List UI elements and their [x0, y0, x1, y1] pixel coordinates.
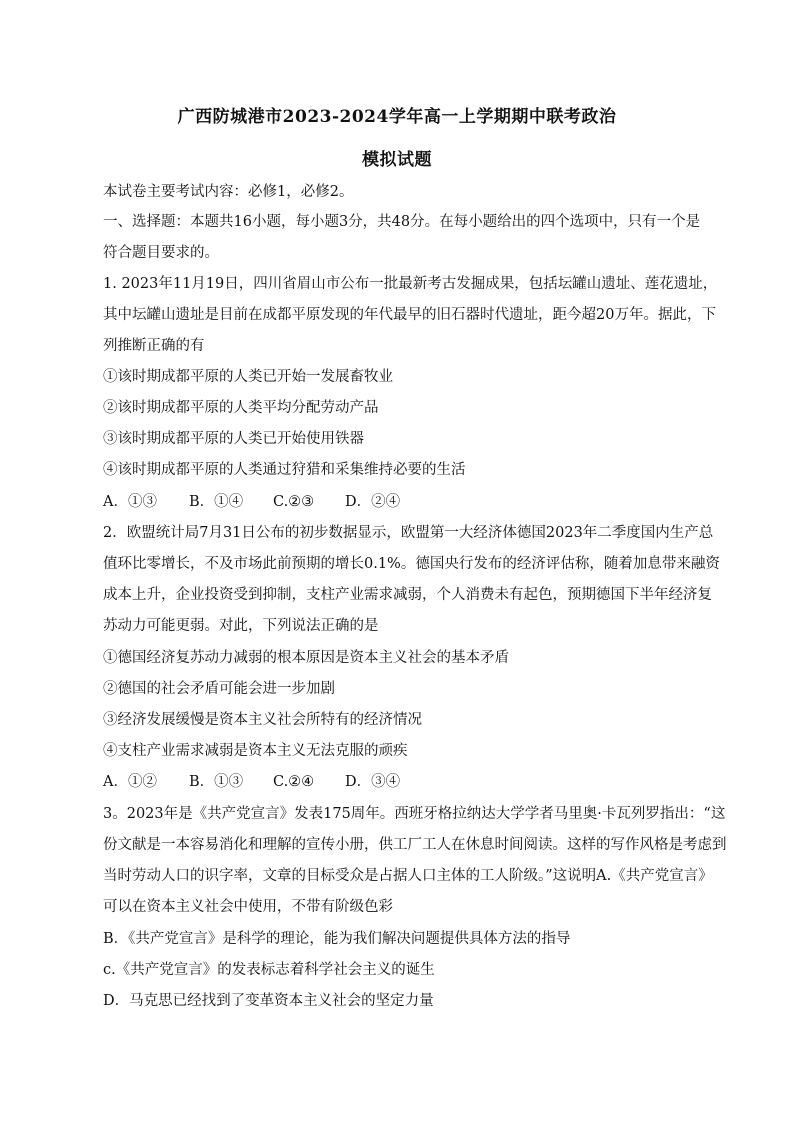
q1-statement-1: ①该时期成都平原的人类已开始一发展畜牧业: [103, 369, 393, 385]
q3-option-d: D．马克思已经找到了变革资本主义社会的坚定力量: [103, 993, 434, 1009]
q2-stem-line-3: 成本上升，企业投资受到抑制，支柱产业需求减弱，个人消费未有起色，预期德国下半年经济复: [103, 587, 712, 603]
q1-options: [103, 492, 703, 512]
q1-stem-line-1: 1. 2023年11月19日，四川省眉山市公布一批最新考古发掘成果，包括坛罐山遗址、莲花遗址，: [103, 276, 718, 292]
q2-statement-2: ②德国的社会矛盾可能会进一步加剧: [103, 681, 335, 697]
page-title: 广西防城港市2023-2024学年高一上学期期中联考政治: [177, 107, 617, 127]
q3-option-b: B．《共产党宣言》是科学的理论，能为我们解决问题提供具体方法的指导: [103, 931, 571, 947]
q2-option-c: C.②④: [273, 774, 315, 790]
q3-option-c: c.《共产党宣言》的发表标志着科学社会主义的诞生: [103, 962, 435, 978]
q1-option-a: A．①③: [103, 494, 157, 510]
q1-statement-2: ②该时期成都平原的人类平均分配劳动产品: [103, 400, 379, 416]
q3-stem-line-3: 当时劳动人口的识字率，文章的目标受众是占据人口主体的工人阶级。”这说明A.《共产党宣言》: [103, 868, 713, 884]
q1-statement-4: ④该时期成都平原的人类通过狩猎和采集维持必要的生活: [103, 462, 466, 478]
q2-stem-line-2: 值环比零增长，不及市场此前预期的增长0.1%。德国央行发布的经济评估称，随着加息带来融资: [103, 556, 720, 572]
page-subtitle: 模拟试题: [362, 150, 432, 170]
q1-statement-3: ③该时期成都平原的人类已开始使用铁器: [103, 431, 364, 447]
q2-option-b: B．①③: [189, 774, 244, 790]
q1-stem-line-3: 列推断正确的有: [103, 338, 205, 354]
section-instructions-line-2: 符合题目要求的。: [103, 245, 219, 261]
q3-stem-line-4: 可以在资本主义社会中使用，不带有阶级色彩: [103, 899, 393, 915]
q3-stem-line-2: 份文献是一本容易消化和理解的宣传小册，供工厂工人在休息时间阅读。这样的写作风格是考虑到: [103, 837, 727, 853]
q2-statement-3: ③经济发展缓慢是资本主义社会所特有的经济情况: [103, 712, 422, 728]
q1-option-d: D．②④: [345, 494, 401, 510]
q1-option-b: B．①④: [189, 494, 244, 510]
q2-option-a: A．①②: [103, 774, 157, 790]
q2-options: [103, 772, 703, 792]
exam-scope: 本试卷主要考试内容：必修1，必修2。: [103, 184, 354, 200]
q1-option-c: C.②③: [273, 494, 315, 510]
section-instructions-line-1: 一、选择题：本题共16小题，每小题3分，共48分。在每小题给出的四个选项中，只有一个是: [103, 214, 701, 230]
q2-statement-4: ④支柱产业需求减弱是资本主义无法克服的顽疾: [103, 743, 408, 759]
q1-stem-line-2: 其中坛罐山遗址是目前在成都平原发现的年代最早的旧石器时代遗址，距今超20万年。据此，下: [103, 307, 716, 323]
q2-stem-line-4: 苏动力可能更弱。对此，下列说法正确的是: [103, 618, 379, 634]
q3-stem-line-1: 3。2023年是《共产党宣言》发表175周年。西班牙格拉纳达大学学者马里奥·卡瓦列罗指出：“这: [103, 806, 726, 822]
q2-statement-1: ①德国经济复苏动力减弱的根本原因是资本主义社会的基本矛盾: [103, 650, 509, 666]
q2-option-d: D．③④: [345, 774, 401, 790]
q2-stem-line-1: 2．欧盟统计局7月31日公布的初步数据显示，欧盟第一大经济体德国2023年二季度国内生产总: [103, 525, 714, 541]
